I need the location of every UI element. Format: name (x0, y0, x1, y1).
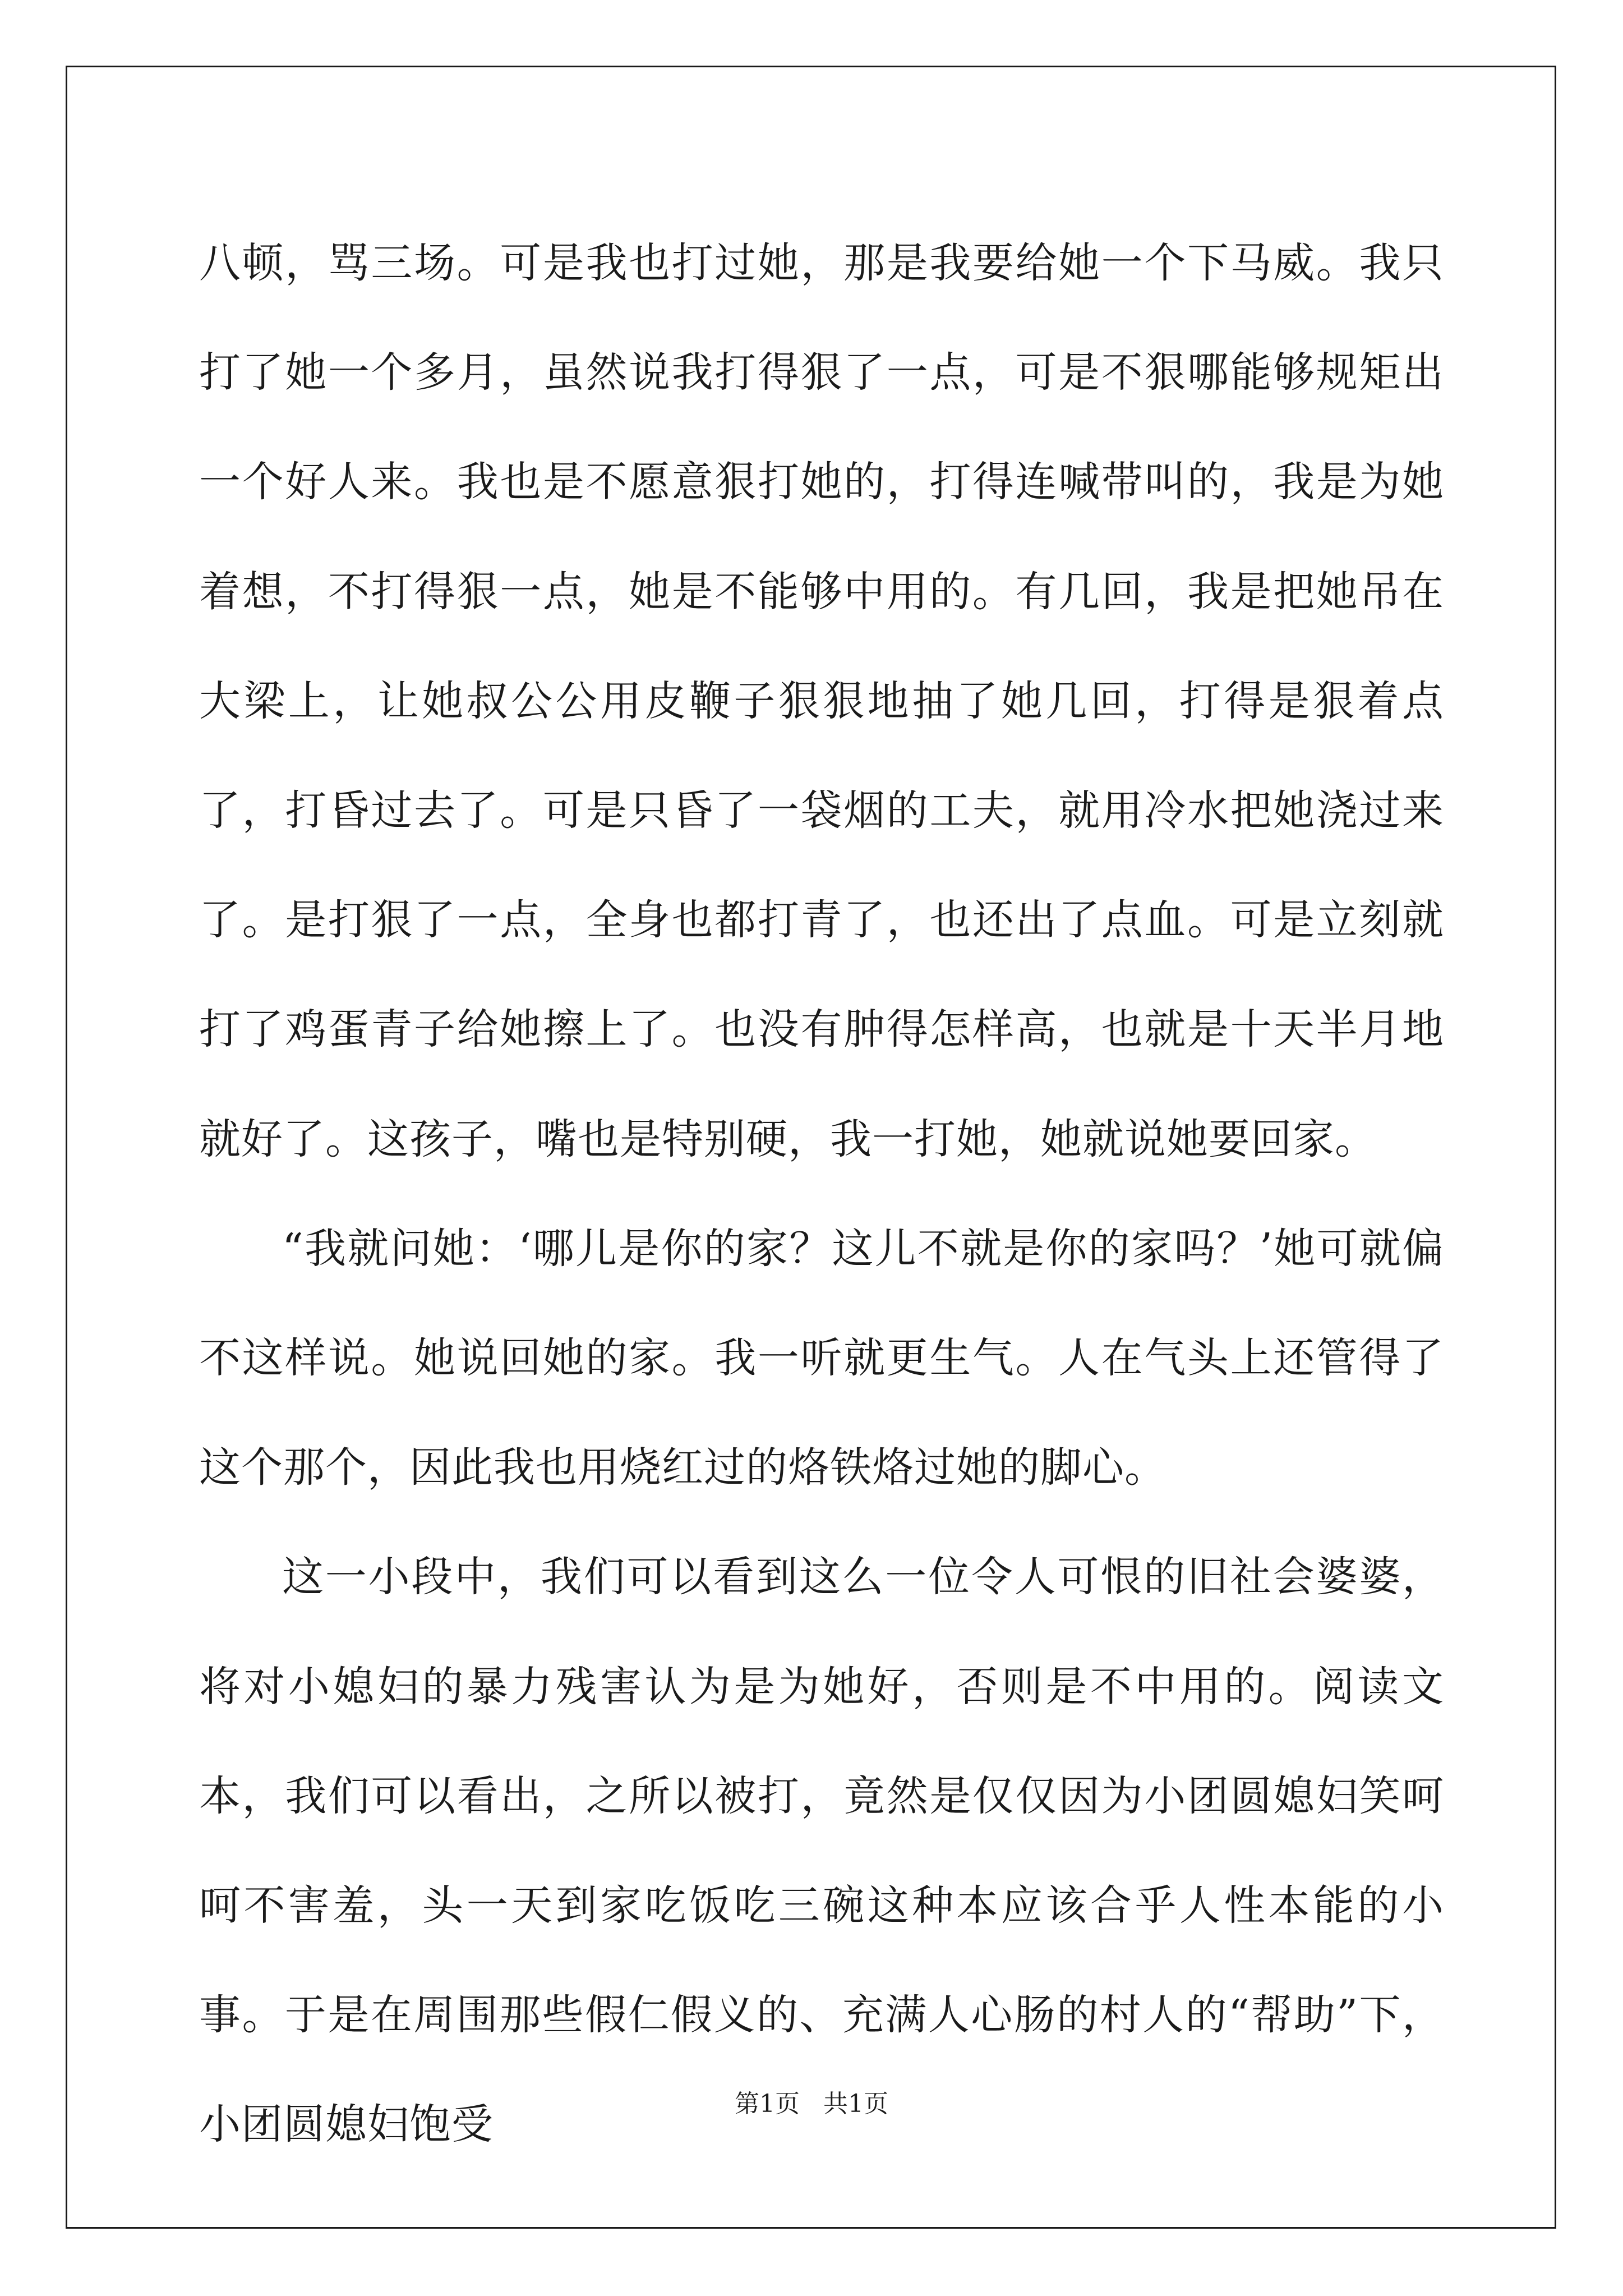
paragraph-1: 八顿，骂三场。可是我也打过她，那是我要给她一个下马威。我只打了她一个多月，虽然说我打得狠了一点，可是不狠哪能够规矩出一个好人来。我也是不愿意狠打她的，打得连喊带叫的，我是为她着想，不打得狠一点，她是不能够中用的。有几回，我是把她吊在大梁上，让她叔公公用皮鞭子狠狠地抽了她几回，打得是狠着点了，打昏过去了。可是只昏了一袋烟的工夫，就用冷水把她浇过来了。是打狠了一点，全身也都打青了，也还出了点血。可是立刻就打了鸡蛋青子给她擦上了。也没有肿得怎样高，也就是十天半月地就好了。这孩子，嘴也是特别硬，我一打她，她就说她要回家。 (199, 239, 1444, 1163)
paragraph-2: “我就问她：‘哪儿是你的家？这儿不就是你的家吗？’她可就偏不这样说。她说回她的家。我一听就更生气。人在气头上还管得了这个那个，因此我也用烧红过的烙铁烙过她的脚心。 (199, 1224, 1444, 1492)
page-footer: 第1页 共1页 (735, 2090, 888, 2118)
document-body (199, 209, 1444, 2180)
paragraph-3: 这一小段中，我们可以看到这么一位令人可恨的旧社会婆婆，将对小媳妇的暴力残害认为是为她好，否则是不中用的。阅读文本，我们可以看出，之所以被打，竟然是仅仅因为小团圆媳妇笑呵呵不害羞，头一天到家吃饭吃三碗这种本应该合乎人性本能的小事。于是在周围那些假仁假义的、充满人心肠的村人的“帮助”下，小团圆媳妇饱受 (199, 1553, 1444, 2149)
